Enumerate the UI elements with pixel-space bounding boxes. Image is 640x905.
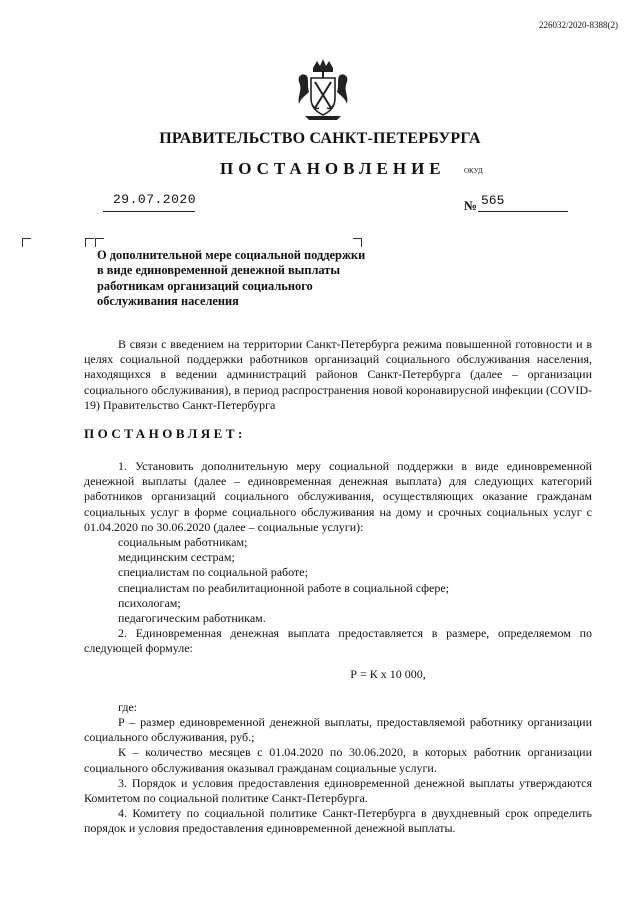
decree-heading: ПОСТАНОВЛЕНИЕ bbox=[220, 159, 446, 178]
list-item: социальным работникам; bbox=[118, 535, 248, 550]
government-heading: ПРАВИТЕЛЬСТВО САНКТ-ПЕТЕРБУРГА bbox=[159, 130, 481, 147]
saint-petersburg-coat-of-arms-icon bbox=[295, 58, 351, 122]
title-line: обслуживания населения bbox=[97, 293, 239, 308]
decree-number: 565 bbox=[481, 193, 505, 208]
clause-4: 4. Комитету по социальной политике Санкт-Петербурга в двухдневный срок определить порядок и условия предоставления единовременной денежной выплаты. bbox=[84, 806, 592, 836]
resolves-heading: ПОСТАНОВЛЯЕТ: bbox=[84, 426, 246, 441]
title-corner-mark-left bbox=[85, 238, 94, 247]
clause-1: 1. Установить дополнительную меру социальной поддержки в виде единовременной денежной выплаты (далее – единовременная денежная выплата) для следующих категорий работников организаций социального обслуживания, осуществляющих оказание гражданам социальных услуг в форме социального обслуживания на дому и срочных социальных услуг с 01.04.2020 по 30.06.2020 (далее – социальные услуги): bbox=[84, 459, 592, 534]
definition-p: Р – размер единовременной денежной выплаты, предоставляемой работнику организации социального обслуживания, руб.; bbox=[84, 715, 592, 745]
decree-title bbox=[97, 248, 377, 309]
clause-3: 3. Порядок и условия предоставления единовременной денежной выплаты утверждаются Комитетом по социальной политике Санкт-Петербурга. bbox=[84, 775, 592, 806]
decree-body bbox=[84, 459, 592, 837]
title-corner-mark-right bbox=[353, 238, 362, 247]
decree-date: 29.07.2020 bbox=[113, 192, 197, 207]
number-sign: № bbox=[464, 198, 478, 213]
title-line: в виде единовременной денежной выплаты bbox=[97, 263, 341, 278]
okud-label: ОКУД bbox=[464, 167, 483, 175]
list-item: специалистам по реабилитационной работе в социальной сфере; bbox=[118, 580, 450, 595]
definition-k: К – количество месяцев с 01.04.2020 по 30.06.2020, в которых работник организации социального обслуживания оказывал гражданам социальные услуги. bbox=[84, 745, 592, 775]
preamble bbox=[84, 337, 592, 413]
margin-corner-mark bbox=[22, 238, 31, 247]
list-item: специалистам по социальной работе; bbox=[118, 565, 308, 580]
list-item: медицинским сестрам; bbox=[118, 550, 235, 565]
formula-where: где: bbox=[118, 699, 138, 714]
document-registration-number: 226032/2020-8388(2) bbox=[539, 20, 618, 30]
title-line: работникам организаций социального bbox=[97, 278, 313, 293]
payment-formula: Р = К х 10 000, bbox=[350, 666, 426, 681]
clause-2: 2. Единовременная денежная выплата предоставляется в размере, определяемом по следующей формуле: bbox=[84, 626, 592, 656]
number-underline bbox=[478, 211, 568, 212]
date-underline bbox=[103, 211, 195, 212]
preamble-text: В связи с введением на территории Санкт-Петербурга режима повышенной готовности и в целях социальной поддержки работников организаций социального обслуживания населения, находящихся в ведении администраций районов Санкт-Петербурга (далее – организации социального обслуживания), в период распространения новой коронавирусной инфекции (COVID-19) Правительство Санкт-Петербурга bbox=[84, 337, 592, 412]
title-corner-mark-inner bbox=[95, 238, 104, 247]
list-item: психологам; bbox=[118, 595, 181, 610]
title-line: О дополнительной мере социальной поддержки bbox=[97, 248, 366, 262]
list-item: педагогическим работникам. bbox=[118, 611, 266, 626]
